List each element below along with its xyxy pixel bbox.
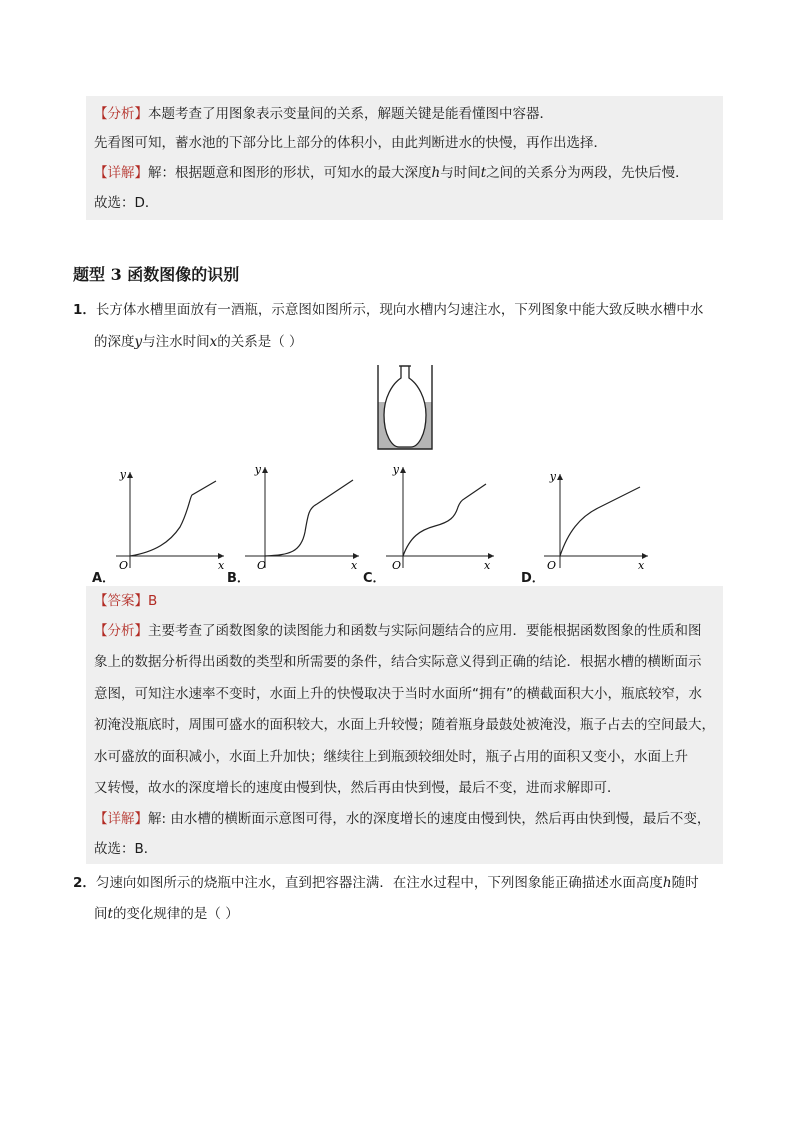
question-number: 1． <box>73 302 96 318</box>
origin-label: O <box>257 559 267 572</box>
analysis-line: 水可盛放的面积减小，水面上升加快；继续往上到瓶颈较细处时，瓶子占用的面积又变小，水面上升 <box>94 749 688 765</box>
var-t: t <box>107 906 113 922</box>
axis-y-label: y <box>392 463 399 476</box>
question-number: 2． <box>73 875 96 891</box>
analysis-text: 主要考查了函数图象的读图能力和函数与实际问题结合的应用．要能根据函数图象的性质和图 <box>148 623 702 639</box>
question-text: 间 <box>94 906 108 922</box>
origin-label: O <box>392 559 402 572</box>
analysis-line: 象上的数据分析得出函数的类型和所需要的条件，结合实际意义得到正确的结论．根据水槽的横断面示 <box>94 654 702 670</box>
graph-curve <box>265 480 353 556</box>
option-c-label: C． <box>363 571 386 586</box>
analysis-line: 意图，可知注水速率不变时，水面上升的快慢取决于当时水面所“拥有”的横截面积大小，瓶底较窄，水 <box>94 686 702 702</box>
option-b-label: B． <box>227 571 250 586</box>
var-x: x <box>209 334 218 350</box>
analysis-tag: 【分析】 <box>94 106 148 122</box>
graph-option-c <box>380 462 500 572</box>
detail-text: 与时间 <box>440 165 481 181</box>
section-heading: 题型 3 函数图像的识别 <box>73 265 240 284</box>
graph-curve <box>130 481 216 556</box>
answer-line: 故选：B． <box>94 841 158 857</box>
detail-text: 之间的关系分为两段，先快后慢． <box>486 165 689 181</box>
detail-tag: 【详解】 <box>94 811 148 827</box>
question-1-line-1 <box>73 300 703 320</box>
var-t: t <box>480 165 487 181</box>
axis-x-label: x <box>638 559 645 572</box>
var-h: h <box>431 165 441 181</box>
analysis-line: 又转慢，故水的深度增长的速度由慢到快，然后再由快到慢，最后不变，进而求解即可． <box>94 780 621 796</box>
question-2-line-2 <box>94 904 239 924</box>
question-text: 匀速向如图所示的烧瓶中注水，直到把容器注满．在注水过程中，下列图象能正确描述水面高度 <box>95 875 663 891</box>
graph-option-a <box>110 462 230 572</box>
var-h: h <box>662 875 672 891</box>
question-text: 的深度 <box>94 334 135 350</box>
origin-label: O <box>119 559 129 572</box>
graph-option-b <box>245 462 365 572</box>
analysis-text: 本题考查了用图象表示变量间的关系，解题关键是能看懂图中容器． <box>148 106 553 122</box>
question-text: 随时 <box>671 875 699 891</box>
bottle-outline <box>384 366 426 447</box>
detail-line <box>94 809 710 829</box>
detail-text: 解：根据题意和图形的形状，可知水的最大深度 <box>148 165 432 181</box>
option-d-label: D． <box>521 571 545 586</box>
axis-x-label: x <box>351 559 358 572</box>
analysis-block-2 <box>86 586 723 864</box>
origin-label: O <box>547 559 557 572</box>
detail-line <box>94 163 689 183</box>
question-text: 与注水时间 <box>142 334 210 350</box>
axis-y-label: y <box>254 463 261 476</box>
detail-tag: 【详解】 <box>94 165 148 181</box>
question-text: 长方体水槽里面放有一酒瓶，示意图如图所示，现向水槽内匀速注水，下列图象中能大致反映水槽中水 <box>95 302 704 318</box>
analysis-block-1 <box>86 96 723 220</box>
graph-option-d <box>540 462 660 572</box>
axis-y-label: y <box>549 470 556 483</box>
detail-text: 解: 由水槽的横断面示意图可得，水的深度增长的速度由慢到快，然后再由快到慢，最后不变， <box>148 811 711 827</box>
var-y: y <box>134 334 143 350</box>
option-a-label: A． <box>92 571 116 586</box>
bottle-tank-figure <box>370 360 440 455</box>
analysis-tag: 【分析】 <box>94 623 148 639</box>
axis-x-label: x <box>218 559 225 572</box>
analysis-line-2: 先看图可知，蓄水池的下部分比上部分的体积小，由此判断进水的快慢，再作出选择． <box>94 135 607 151</box>
question-text: 的变化规律的是（ ） <box>112 906 239 922</box>
answer-tag: 【答案】B <box>94 593 158 609</box>
analysis-line: 初淹没瓶底时，周围可盛水的面积较大，水面上升较慢；随着瓶身最鼓处被淹没，瓶子占去的空间最大， <box>94 717 715 733</box>
axis-x-label: x <box>484 559 491 572</box>
question-1-line-2 <box>94 332 303 352</box>
question-2-line-1 <box>73 873 699 893</box>
question-text: 的关系是（ ） <box>217 334 303 350</box>
axis-y-label: y <box>119 468 126 481</box>
analysis-line <box>94 621 702 641</box>
analysis-line <box>94 104 553 124</box>
graph-curve <box>560 487 640 556</box>
graph-curve <box>403 484 486 556</box>
answer-line: 故选：D． <box>94 195 159 211</box>
